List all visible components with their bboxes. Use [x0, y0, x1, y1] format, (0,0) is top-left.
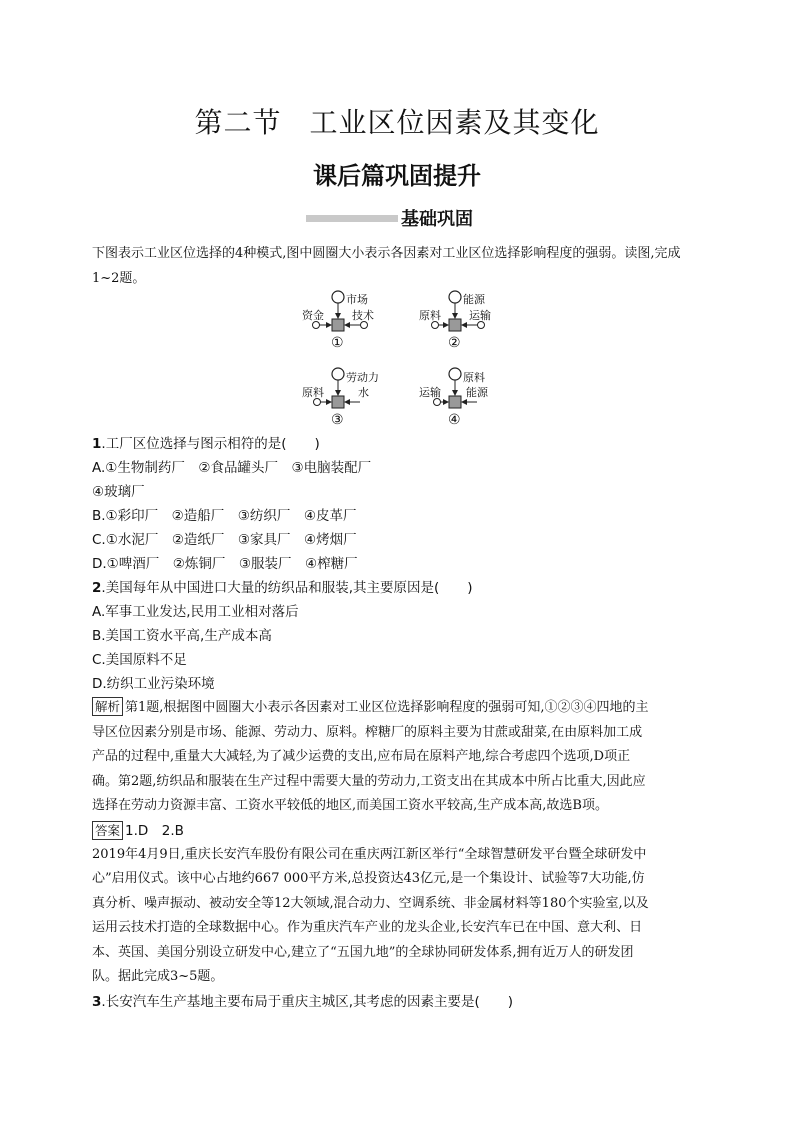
- intro-paragraph: 下图表示工业区位选择的4种模式,图中圆圈大小表示各因素对工业区位选择影响程度的强弱。读图,完成1~2题。: [92, 246, 681, 286]
- analysis-line-4: 确。第2题,纺织品和服装在生产过程中需要大量的劳动力,工资支出在其成本中所占比重大,因此应: [92, 773, 646, 789]
- section-heading: [306, 205, 473, 231]
- passage-line-5: 本、英国、美国分别设立研发中心,建立了“五国九地”的全球协同研发体系,拥有近万人的研发团: [92, 944, 634, 960]
- question-2-number: 2: [92, 580, 102, 596]
- question-1-option-a: A.①生物制药厂 ②食品罐头厂 ③电脑装配厂: [92, 460, 372, 476]
- pattern-3-right-label: 水: [358, 386, 369, 399]
- question-2-option-c: C.美国原料不足: [92, 652, 187, 668]
- analysis-line-3: 产品的过程中,重量大大减轻,为了减少运费的支出,应布局在原料产地,综合考虑四个选项,D项正: [92, 749, 631, 764]
- question-2-close: ): [467, 580, 473, 596]
- question-2-text: .美国每年从中国进口大量的纺织品和服装,其主要原因是(: [101, 580, 440, 596]
- question-1-number: 1: [92, 436, 102, 452]
- question-2-option-b: B.美国工资水平高,生产成本高: [92, 628, 272, 644]
- pattern-1-right-label: 技术: [352, 309, 374, 322]
- pattern-2-left-label: 原料: [419, 309, 441, 322]
- page-subtitle: 课后篇巩固提升: [313, 162, 481, 190]
- pattern-1-top-label: 市场: [346, 293, 368, 306]
- answer-tag: 答案: [92, 821, 123, 840]
- passage-line-6: 队。据此完成3~5题。: [92, 969, 224, 984]
- pattern-2-right-label: 运输: [469, 309, 491, 322]
- question-3-text: .长安汽车生产基地主要布局于重庆主城区,其考虑的因素主要是(: [101, 993, 480, 1010]
- pattern-4-top-label: 原料: [463, 371, 485, 384]
- reading-passage: [92, 843, 704, 990]
- section-label: 基础巩固: [401, 209, 473, 230]
- question-3-close: ): [507, 993, 514, 1010]
- question-body: [92, 432, 704, 1014]
- pattern-3-left-label: 原料: [302, 386, 324, 399]
- question-2-option-d: D.纺织工业污染环境: [92, 676, 215, 692]
- title-text: 工业区位因素及其变化: [309, 106, 600, 139]
- question-1-option-d: D.①啤酒厂 ②炼铜厂 ③服装厂 ④榨糖厂: [92, 556, 358, 572]
- pattern-4-right-label: 能源: [466, 386, 488, 399]
- analysis-line-5: 选择在劳动力资源丰富、工资水平较低的地区,而美国工资水平较高,生产成本高,故选B项。: [92, 798, 608, 813]
- pattern-4-number: ④: [448, 412, 461, 428]
- question-3-stem: [92, 990, 704, 1014]
- question-2-stem: [92, 576, 704, 600]
- pattern-3-number: ③: [331, 412, 344, 428]
- passage-line-4: 运用云技术打造的全球数据中心。作为重庆汽车产业的龙头企业,长安汽车已在中国、意大利、日: [92, 920, 643, 935]
- pattern-4-left-label: 运输: [419, 386, 441, 399]
- answer-text: 1.D 2.B: [125, 822, 184, 839]
- analysis-line-2: 导区位因素分别是市场、能源、劳动力、原料。榨糖厂的原料主要为甘蔗或甜菜,在由原料加工成: [92, 724, 643, 740]
- analysis-tag: 解析: [92, 697, 123, 716]
- analysis-block: [92, 696, 704, 819]
- question-1-option-c: C.①水泥厂 ②造纸厂 ③家具厂 ④烤烟厂: [92, 532, 357, 548]
- pattern-1-number: ①: [331, 335, 344, 351]
- passage-line-1: 2019年4月9日,重庆长安汽车股份有限公司在重庆两江新区举行“全球智慧研发平台暨全球研发中: [92, 846, 647, 862]
- question-1-stem: [92, 432, 704, 456]
- page-title: [0, 101, 794, 141]
- question-2-option-a: A.军事工业发达,民用工业相对落后: [92, 604, 299, 620]
- question-1-option-a-cont: ④玻璃厂: [92, 484, 145, 500]
- pattern-1-left-label: 资金: [302, 309, 324, 322]
- answer-block: [92, 819, 704, 843]
- question-1-option-b: B.①彩印厂 ②造船厂 ③纺织厂 ④皮革厂: [92, 508, 357, 524]
- question-1-text: .工厂区位选择与图示相符的是(: [101, 436, 287, 452]
- analysis-line-1: 第1题,根据图中圆圈大小表示各因素对工业区位选择影响程度的强弱可知,①②③④四地的主: [125, 700, 649, 715]
- section-bar: [306, 215, 398, 222]
- pattern-2-number: ②: [448, 335, 461, 351]
- title-section-number: 第二节: [194, 106, 282, 139]
- question-1-close: ): [314, 436, 320, 452]
- passage-line-3: 真分析、噪声振动、被动安全等12大领域,混合动力、空调系统、非金属材料等180个实验室,以及: [92, 895, 649, 911]
- location-pattern-diagram: [280, 288, 520, 433]
- pattern-3-top-label: 劳动力: [346, 371, 379, 384]
- question-3-number: 3: [92, 993, 102, 1010]
- pattern-2-top-label: 能源: [463, 293, 485, 306]
- passage-line-2: 心”启用仪式。该中心占地约667 000平方米,总投资达43亿元,是一个集设计、试验等7大功能,仿: [92, 871, 645, 886]
